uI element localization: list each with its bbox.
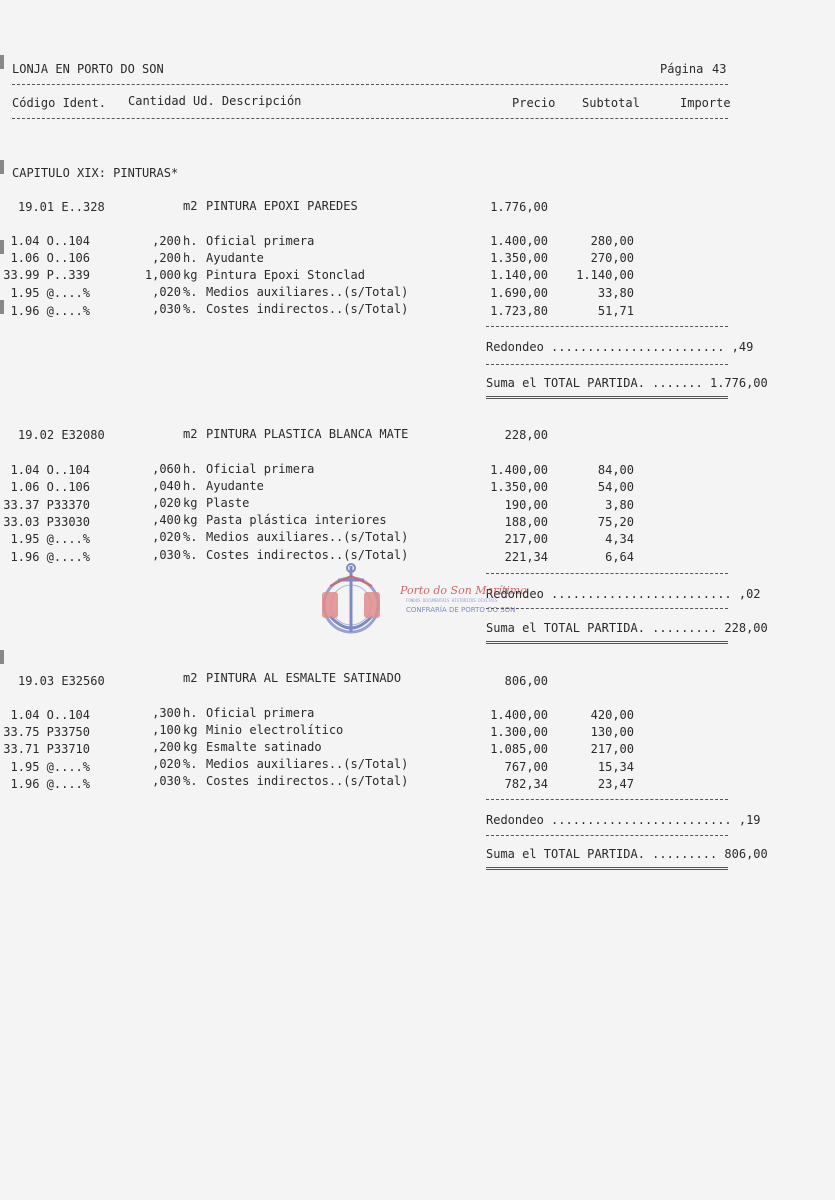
line-unit: %. <box>183 548 198 562</box>
line-unit: %. <box>183 774 198 788</box>
line-code: 1.96 @....% <box>10 777 90 791</box>
line-qty: ,030 <box>152 548 181 562</box>
total-double-rule <box>486 867 728 870</box>
line-unit: h. <box>183 479 198 493</box>
line-qty: ,020 <box>152 496 181 510</box>
line-price: 1.400,00 <box>490 463 548 477</box>
company-title: LONJA EN PORTO DO SON <box>12 62 164 76</box>
line-code: 33.99 P..339 <box>3 268 90 282</box>
partida-price: 228,00 <box>504 428 548 442</box>
line-unit: kg <box>183 740 198 754</box>
line-description: Oficial primera <box>206 462 315 476</box>
line-description: Costes indirectos..(s/Total) <box>206 774 409 788</box>
line-price: 767,00 <box>504 760 548 774</box>
partida-price: 806,00 <box>504 674 548 688</box>
total-partida-line: Suma el TOTAL PARTIDA. ....... 1.776,00 <box>486 376 768 390</box>
line-subtotal: 270,00 <box>590 251 634 265</box>
line-price: 221,34 <box>504 550 548 564</box>
binder-mark <box>0 650 4 664</box>
line-code: 33.75 P33750 <box>3 725 90 739</box>
partida-unit: m2 <box>183 199 198 213</box>
line-unit: h. <box>183 251 198 265</box>
partida-unit: m2 <box>183 427 198 441</box>
line-qty: ,040 <box>152 479 181 493</box>
line-unit: %. <box>183 530 198 544</box>
line-description: Costes indirectos..(s/Total) <box>206 302 409 316</box>
line-code: 1.06 O..106 <box>10 251 90 265</box>
partida-price: 1.776,00 <box>490 200 548 214</box>
line-description: Ayudante <box>206 251 264 265</box>
redondeo-rule <box>486 835 728 836</box>
partida-code: 19.01 E..328 <box>18 200 105 214</box>
line-price: 1.690,00 <box>490 286 548 300</box>
anchor-seal-icon <box>318 560 388 645</box>
total-partida-line: Suma el TOTAL PARTIDA. ......... 806,00 <box>486 847 768 861</box>
line-subtotal: 420,00 <box>590 708 634 722</box>
binder-mark <box>0 55 4 69</box>
column-header-codigo: Código Ident. <box>12 96 106 110</box>
line-unit: kg <box>183 496 198 510</box>
line-qty: ,300 <box>152 706 181 720</box>
line-price: 1.350,00 <box>490 251 548 265</box>
line-subtotal: 6,64 <box>605 550 634 564</box>
line-code: 33.71 P33710 <box>3 742 90 756</box>
binder-mark <box>0 240 4 254</box>
line-subtotal: 1.140,00 <box>576 268 634 282</box>
line-unit: kg <box>183 723 198 737</box>
line-subtotal: 51,71 <box>597 304 634 318</box>
line-price: 1.723,80 <box>490 304 548 318</box>
line-subtotal: 15,34 <box>597 760 634 774</box>
total-double-rule <box>486 396 728 399</box>
line-code: 1.06 O..106 <box>10 480 90 494</box>
line-price: 1.350,00 <box>490 480 548 494</box>
line-price: 1.400,00 <box>490 708 548 722</box>
line-description: Pasta plástica interiores <box>206 513 387 527</box>
line-description: Pintura Epoxi Stonclad <box>206 268 365 282</box>
line-price: 1.085,00 <box>490 742 548 756</box>
line-code: 1.96 @....% <box>10 550 90 564</box>
line-description: Medios auxiliares..(s/Total) <box>206 530 409 544</box>
line-description: Minio electrolítico <box>206 723 344 737</box>
partida-title: PINTURA EPOXI PAREDES <box>206 199 358 213</box>
line-qty: ,400 <box>152 513 181 527</box>
watermark-subtitle: FONDOS DOCUMENTAIS HISTÓRICOS DIXITAIS <box>406 598 498 603</box>
line-code: 1.04 O..104 <box>10 234 90 248</box>
line-qty: ,020 <box>152 530 181 544</box>
line-unit: kg <box>183 513 198 527</box>
line-code: 1.95 @....% <box>10 760 90 774</box>
line-qty: ,200 <box>152 740 181 754</box>
line-unit: h. <box>183 706 198 720</box>
line-code: 1.95 @....% <box>10 532 90 546</box>
column-header-cantidad: Cantidad Ud. Descripción <box>128 94 302 108</box>
line-code: 1.04 O..104 <box>10 708 90 722</box>
line-unit: %. <box>183 302 198 316</box>
partida-title: PINTURA PLASTICA BLANCA MATE <box>206 427 409 441</box>
partida-title: PINTURA AL ESMALTE SATINADO <box>206 671 402 685</box>
redondeo-rule <box>486 364 728 365</box>
line-code: 1.96 @....% <box>10 304 90 318</box>
line-subtotal: 84,00 <box>597 463 634 477</box>
line-price: 190,00 <box>504 498 548 512</box>
line-description: Ayudante <box>206 479 264 493</box>
redondeo-line: Redondeo ........................ ,49 <box>486 340 754 354</box>
watermark-brand: Porto do Son Marítimo <box>400 584 527 597</box>
line-subtotal: 4,34 <box>605 532 634 546</box>
line-description: Esmalte satinado <box>206 740 322 754</box>
line-unit: kg <box>183 268 198 282</box>
line-subtotal: 130,00 <box>590 725 634 739</box>
line-price: 1.300,00 <box>490 725 548 739</box>
line-qty: ,200 <box>152 251 181 265</box>
line-qty: ,030 <box>152 774 181 788</box>
redondeo-line: Redondeo ......................... ,02 <box>486 587 761 601</box>
column-header-precio: Precio <box>512 96 556 110</box>
line-code: 1.95 @....% <box>10 286 90 300</box>
watermark-organization: CONFRARÍA DE PORTO DO SON <box>406 606 516 614</box>
line-code: 33.37 P33370 <box>3 498 90 512</box>
line-description: Medios auxiliares..(s/Total) <box>206 757 409 771</box>
line-code: 1.04 O..104 <box>10 463 90 477</box>
line-qty: ,200 <box>152 234 181 248</box>
line-price: 188,00 <box>504 515 548 529</box>
binder-mark <box>0 160 4 174</box>
line-subtotal: 217,00 <box>590 742 634 756</box>
line-description: Costes indirectos..(s/Total) <box>206 548 409 562</box>
line-qty: ,100 <box>152 723 181 737</box>
subtotal-rule <box>486 799 728 800</box>
line-subtotal: 3,80 <box>605 498 634 512</box>
column-header-rule <box>12 118 728 119</box>
column-header-importe: Importe <box>680 96 731 110</box>
line-qty: ,020 <box>152 757 181 771</box>
line-description: Oficial primera <box>206 706 315 720</box>
binder-mark <box>0 300 4 314</box>
line-description: Plaste <box>206 496 250 510</box>
line-qty: ,020 <box>152 285 181 299</box>
subtotal-rule <box>486 326 728 327</box>
archive-watermark <box>318 560 527 645</box>
line-subtotal: 54,00 <box>597 480 634 494</box>
line-unit: %. <box>183 757 198 771</box>
partida-code: 19.02 E32080 <box>18 428 105 442</box>
line-subtotal: 23,47 <box>597 777 634 791</box>
redondeo-line: Redondeo ......................... ,19 <box>486 813 761 827</box>
line-unit: h. <box>183 234 198 248</box>
line-price: 782,34 <box>504 777 548 791</box>
line-subtotal: 33,80 <box>597 286 634 300</box>
line-code: 33.03 P33030 <box>3 515 90 529</box>
line-price: 217,00 <box>504 532 548 546</box>
page-number: 43 <box>712 62 727 76</box>
total-partida-line: Suma el TOTAL PARTIDA. ......... 228,00 <box>486 621 768 635</box>
line-subtotal: 75,20 <box>597 515 634 529</box>
line-description: Oficial primera <box>206 234 315 248</box>
line-qty: 1,000 <box>144 268 181 282</box>
line-unit: h. <box>183 462 198 476</box>
partida-code: 19.03 E32560 <box>18 674 105 688</box>
line-description: Medios auxiliares..(s/Total) <box>206 285 409 299</box>
page-label: Página <box>660 62 704 76</box>
line-qty: ,060 <box>152 462 181 476</box>
line-subtotal: 280,00 <box>590 234 634 248</box>
chapter-title: CAPITULO XIX: PINTURAS* <box>12 166 179 180</box>
header-rule <box>12 84 728 85</box>
line-price: 1.140,00 <box>490 268 548 282</box>
line-price: 1.400,00 <box>490 234 548 248</box>
column-header-subtotal: Subtotal <box>582 96 640 110</box>
line-qty: ,030 <box>152 302 181 316</box>
line-unit: %. <box>183 285 198 299</box>
partida-unit: m2 <box>183 671 198 685</box>
